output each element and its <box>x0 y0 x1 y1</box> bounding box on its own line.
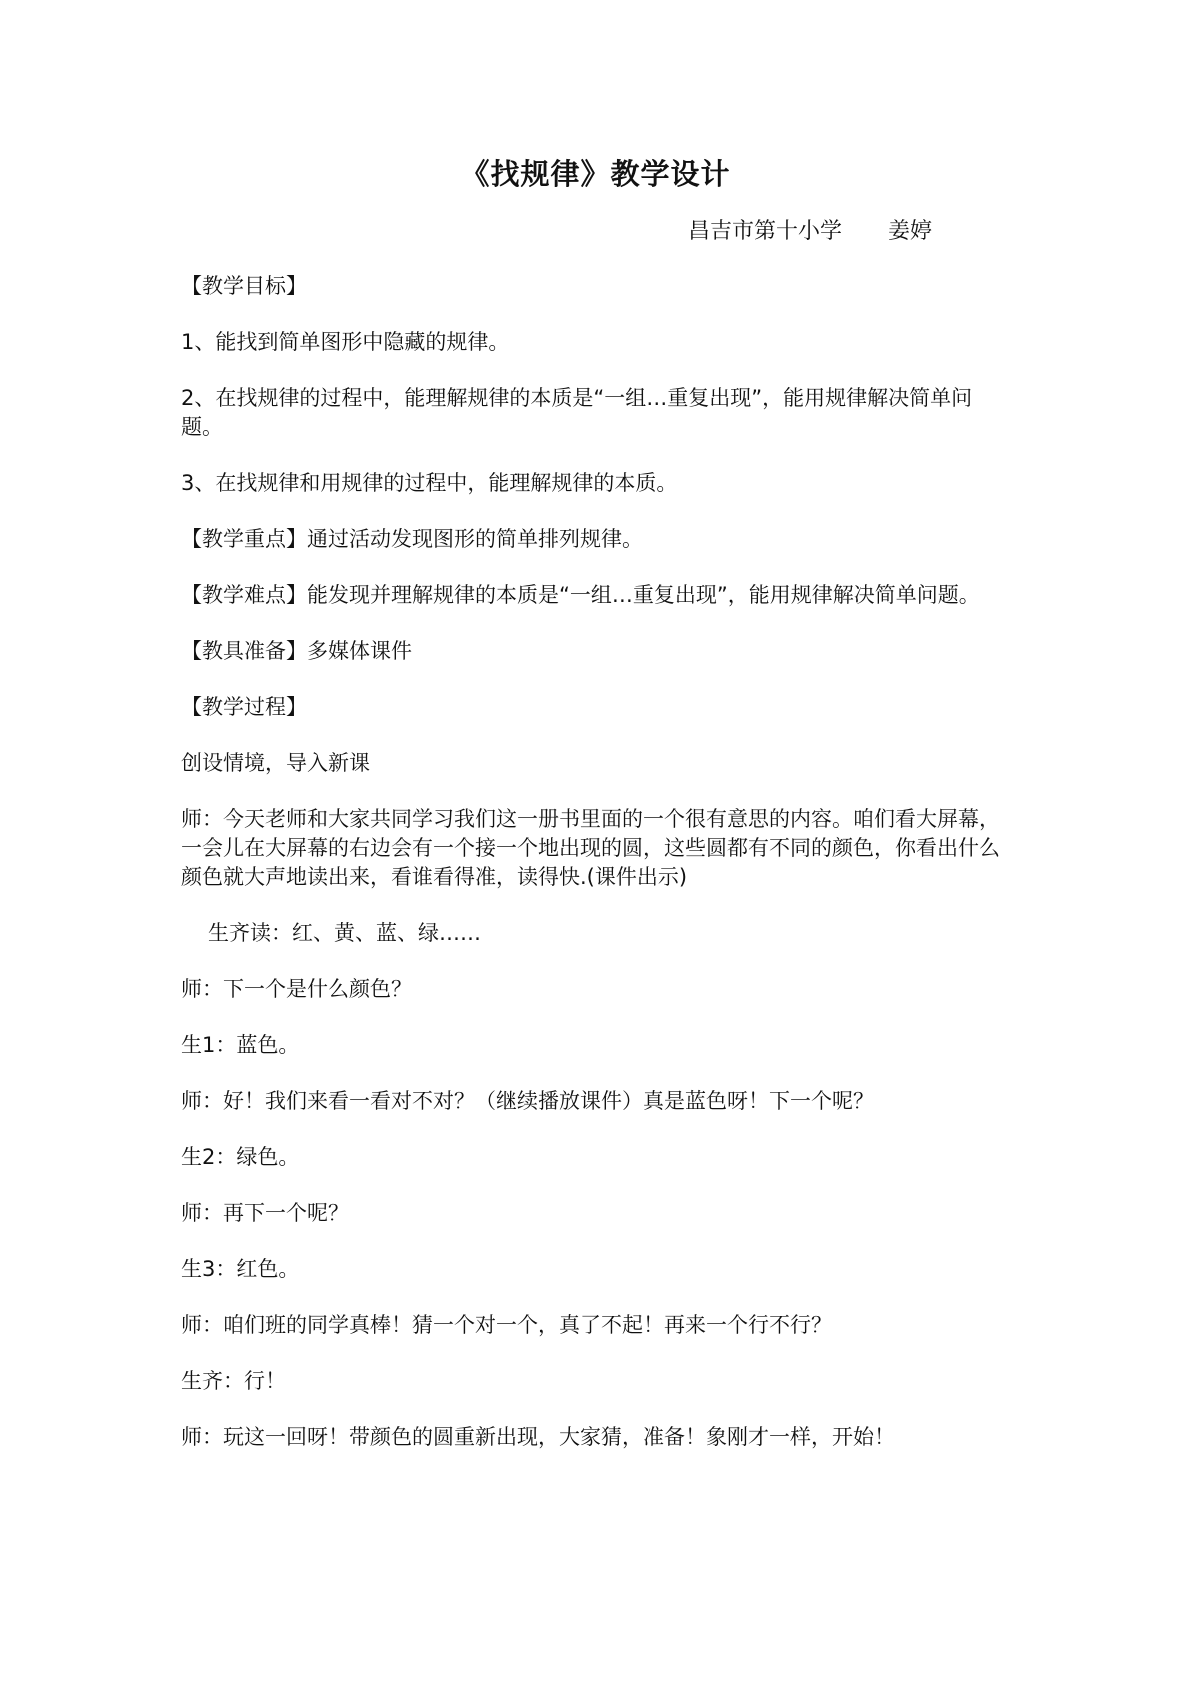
key-points: 【教学重点】通过活动发现图形的简单排列规律。 <box>181 527 643 551</box>
author-name: 姜婷 <box>888 219 933 244</box>
dialogue-line: 师：好！我们来看一看对不对？（继续播放课件）真是蓝色呀！下一个呢？ <box>181 1089 874 1113</box>
dialogue-line: 生2：绿色。 <box>181 1145 300 1169</box>
section-heading-process: 【教学过程】 <box>181 695 307 719</box>
objective-2: 2、在找规律的过程中，能理解规律的本质是“一组…重复出现”，能用规律解决简单问题。 <box>181 386 973 439</box>
dialogue-line: 师：今天老师和大家共同学习我们这一册书里面的一个很有意思的内容。咱们看大屏幕，一会儿在大屏幕的右边会有一个接一个地出现的圆，这些圆都有不同的颜色，你看出什么颜色就大声地读出来，看谁看得准，读得快.(课件出示) <box>181 807 1000 889</box>
document-title: 《找规律》教学设计 <box>460 157 731 191</box>
objective-1: 1、能找到简单图形中隐藏的规律。 <box>181 330 510 354</box>
dialogue-line: 生齐：行！ <box>181 1369 286 1393</box>
dialogue-line: 师：再下一个呢？ <box>181 1201 349 1225</box>
dialogue-line: 师：玩这一回呀！带颜色的圆重新出现，大家猜，准备！象刚才一样，开始！ <box>181 1425 895 1449</box>
teaching-aids: 【教具准备】多媒体课件 <box>181 639 412 663</box>
difficult-points: 【教学难点】能发现并理解规律的本质是“一组…重复出现”，能用规律解决简单问题。 <box>181 583 980 607</box>
dialogue-line: 生1：蓝色。 <box>181 1033 300 1057</box>
objective-3: 3、在找规律和用规律的过程中，能理解规律的本质。 <box>181 471 678 495</box>
dialogue-line: 师：咱们班的同学真棒！猜一个对一个，真了不起！再来一个行不行？ <box>181 1313 832 1337</box>
dialogue-line: 生齐读：红、黄、蓝、绿…… <box>208 921 481 945</box>
document-body <box>181 272 1011 1479</box>
byline <box>688 214 932 245</box>
school-name: 昌吉市第十小学 <box>688 219 843 244</box>
dialogue-line: 师：下一个是什么颜色？ <box>181 977 412 1001</box>
process-step-title: 创设情境，导入新课 <box>181 751 370 775</box>
dialogue-line: 生3：红色。 <box>181 1257 300 1281</box>
section-heading-objectives: 【教学目标】 <box>181 274 307 298</box>
